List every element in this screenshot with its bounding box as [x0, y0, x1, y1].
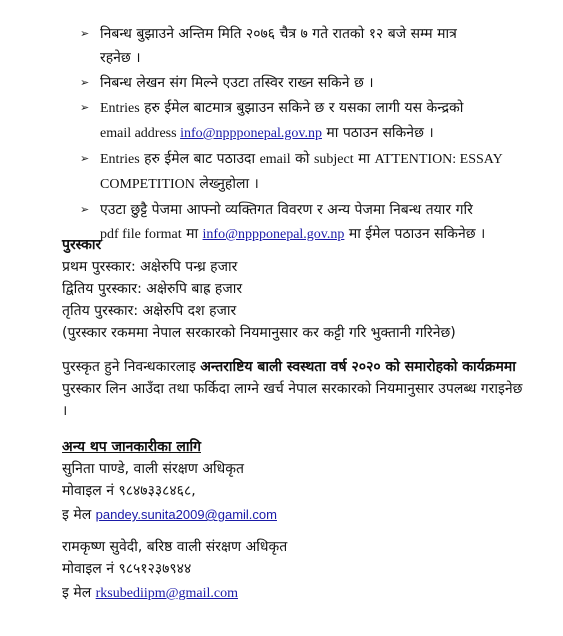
first-prize: प्रथम पुरस्कार: अक्षेरुपि पन्ध्र हजार	[62, 259, 238, 275]
award-note: पुरस्कृत हुने निवन्धकारलाइ अन्तराष्टिय बाली स्वस्थता वर्ष २०२० को समारोहको कार्यक्रममा पुरस्कार लिन आउँदा तथा फर्किदा लाग्ने खर्च नेपाल सरकारको नियमानुसार उपलब्ध गराइनेछ ।	[62, 359, 523, 419]
email-link[interactable]: info@nppponepal.gov.np	[180, 126, 322, 141]
rules-list	[80, 22, 540, 248]
arrow-bullet-icon: ➢	[80, 152, 90, 165]
contact-name: रामकृष्ण सुवेदी, बरिष्ठ वाली संरक्षण अधिकृत	[62, 539, 288, 555]
arrow-bullet-icon: ➢	[80, 27, 90, 40]
email-link[interactable]: pandey.sunita2009@gamil.com	[95, 507, 277, 522]
second-prize: द्वितिय पुरस्कार: अक्षेरुपि बाह्र हजार	[62, 281, 243, 297]
tax-note: (पुरस्कार रकममा नेपाल सरकारको नियमानुसार कर कट्टी गरि भुक्तानी गरिनेछ)	[62, 325, 456, 341]
arrow-bullet-icon: ➢	[80, 76, 90, 89]
third-prize: तृतिय पुरस्कार: अक्षेरुपि दश हजार	[62, 303, 237, 319]
contact-mobile: मोवाइल नं ९८५१२३७९४४	[62, 561, 192, 577]
arrow-bullet-icon: ➢	[80, 101, 90, 114]
email-link[interactable]: info@nppponepal.gov.np	[202, 227, 345, 242]
prizes-section	[62, 234, 532, 344]
arrow-bullet-icon: ➢	[80, 203, 90, 216]
list-item: ➢ एउटा छुट्टै पेजमा आफ्नो व्यक्तिगत विवरण र अन्य पेजमा निबन्ध तयार गरि pdf file format मा info@nppponepal.gov.np मा ईमेल पठाउन सकिनेछ ।	[80, 198, 540, 247]
contacts-section	[62, 436, 532, 526]
contacts-section	[62, 536, 532, 605]
contact-email-row: इ मेल pandey.sunita2009@gamil.com	[62, 507, 277, 523]
list-item: ➢ Entries हरु ईमेल बाट पठाउदा email को subject मा ATTENTION: ESSAY COMPETITION लेख्नुहोला ।	[80, 147, 540, 197]
contact-email-row: इ मेल rksubediipm@gmail.com	[62, 585, 239, 601]
list-item: ➢ निबन्ध लेखन संग मिल्ने एउटा तस्विर राख्न सकिने छ ।	[80, 71, 540, 95]
contact-mobile: मोवाइल नं ९८४७३३८४६८,	[62, 483, 196, 499]
contacts-heading: अन्य थप जानकारीका लागि	[62, 439, 201, 455]
list-item: ➢ निबन्ध बुझाउने अन्तिम मिति २०७६ चैत्र ७ गते रातको १२ बजे सम्म मात्र रहनेछ ।	[80, 22, 540, 70]
contact-name: सुनिता पाण्डे, वाली संरक्षण अधिकृत	[62, 461, 244, 477]
email-link[interactable]: rksubediipm@gmail.com	[95, 586, 239, 601]
prizes-heading: पुरस्कार	[62, 237, 102, 253]
list-item: ➢ Entries हरु ईमेल बाटमात्र बुझाउन सकिने छ र यसका लागी यस केन्द्रको email address info@nppponepal.gov.np मा पठाउन सकिनेछ ।	[80, 96, 540, 146]
